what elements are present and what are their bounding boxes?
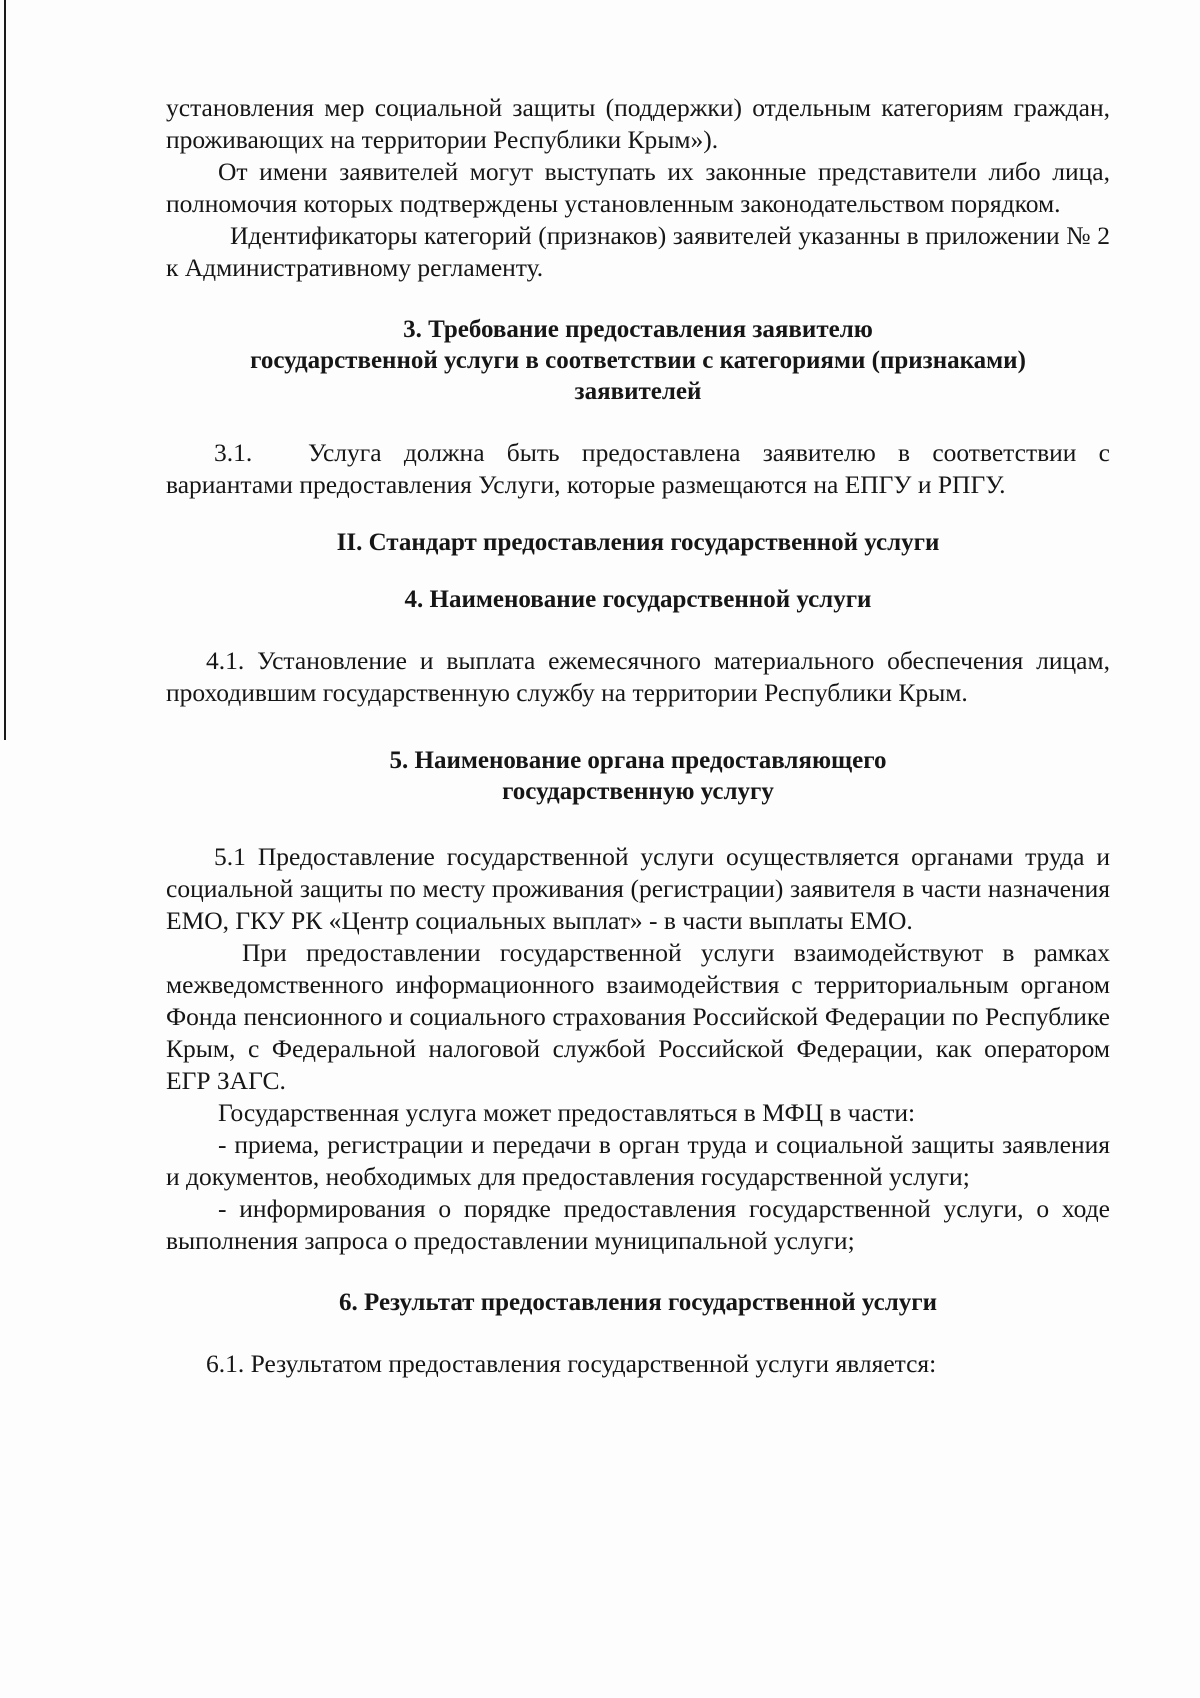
item-6-1: 6.1. Результатом предоставления государственной услуги является: bbox=[206, 1349, 937, 1378]
list-item-bullet-2: - информирования о порядке предоставления государственной услуги, о ходе выполнения запроса о предоставлении муниципальной услуги; bbox=[166, 1194, 1110, 1255]
item-3-1-number: 3.1. bbox=[214, 438, 253, 467]
section-3-heading-line-1: 3. Требование предоставления заявителю bbox=[403, 316, 873, 343]
section-5-heading bbox=[166, 745, 1110, 807]
item-3-1-text: Услуга должна быть предоставлена заявителю в соответствии с вариантами предоставления Услуги, которые размещаются на ЕПГУ и РПГУ. bbox=[166, 438, 1110, 499]
item-5-1: 5.1 Предоставление государственной услуги осуществляется органами труда и социальной защиты по месту проживания (регистрации) заявителя в части назначения ЕМО, ГКУ РК «Центр социальных выплат» - в части выплаты ЕМО. bbox=[166, 842, 1110, 935]
paragraph-mfc: Государственная услуга может предоставляться в МФЦ в части: bbox=[218, 1098, 916, 1127]
section-5-heading-line-1: 5. Наименование органа предоставляющего bbox=[389, 747, 887, 774]
section-3-heading bbox=[166, 314, 1110, 407]
paragraph-representatives: От имени заявителей могут выступать их законные представители либо лица, полномочия которых подтверждены установленным законодательством порядком. bbox=[166, 157, 1110, 218]
section-3-heading-line-2: государственной услуги в соответствии с категориями (признаками) bbox=[250, 347, 1026, 374]
section-6-heading: 6. Результат предоставления государственной услуги bbox=[339, 1289, 937, 1316]
paragraph-intro-tail: установления мер социальной защиты (поддержки) отдельным категориям граждан, проживающих на территории Республики Крым»). bbox=[166, 93, 1110, 154]
section-4-heading: 4. Наименование государственной услуги bbox=[404, 586, 872, 613]
list-item-bullet-1: - приема, регистрации и передачи в орган труда и социальной защиты заявления и документов, необходимых для предоставления государственной услуги; bbox=[166, 1130, 1110, 1191]
section-5-heading-line-2: государственную услугу bbox=[502, 778, 774, 805]
document-body bbox=[166, 92, 1110, 1380]
item-4-1: 4.1. Установление и выплата ежемесячного материального обеспечения лицам, проходившим государственную службу на территории Республики Крым. bbox=[166, 646, 1110, 707]
section-3-heading-line-3: заявителей bbox=[574, 378, 702, 405]
item-3-1 bbox=[166, 437, 1110, 501]
part-2-heading: II. Стандарт предоставления государственной услуги bbox=[336, 529, 940, 556]
paragraph-identifiers: Идентификаторы категорий (признаков) заявителей указанны в приложении № 2 к Административному регламенту. bbox=[166, 221, 1110, 282]
scan-edge-line bbox=[4, 0, 6, 740]
paragraph-interaction: При предоставлении государственной услуги взаимодействуют в рамках межведомственного информационного взаимодействия с территориальным органом Фонда пенсионного и социального страхования Российской Федерации по Республике Крым, с Федеральной налоговой службой Российской Федерации, как оператором ЕГР ЗАГС. bbox=[166, 938, 1110, 1095]
